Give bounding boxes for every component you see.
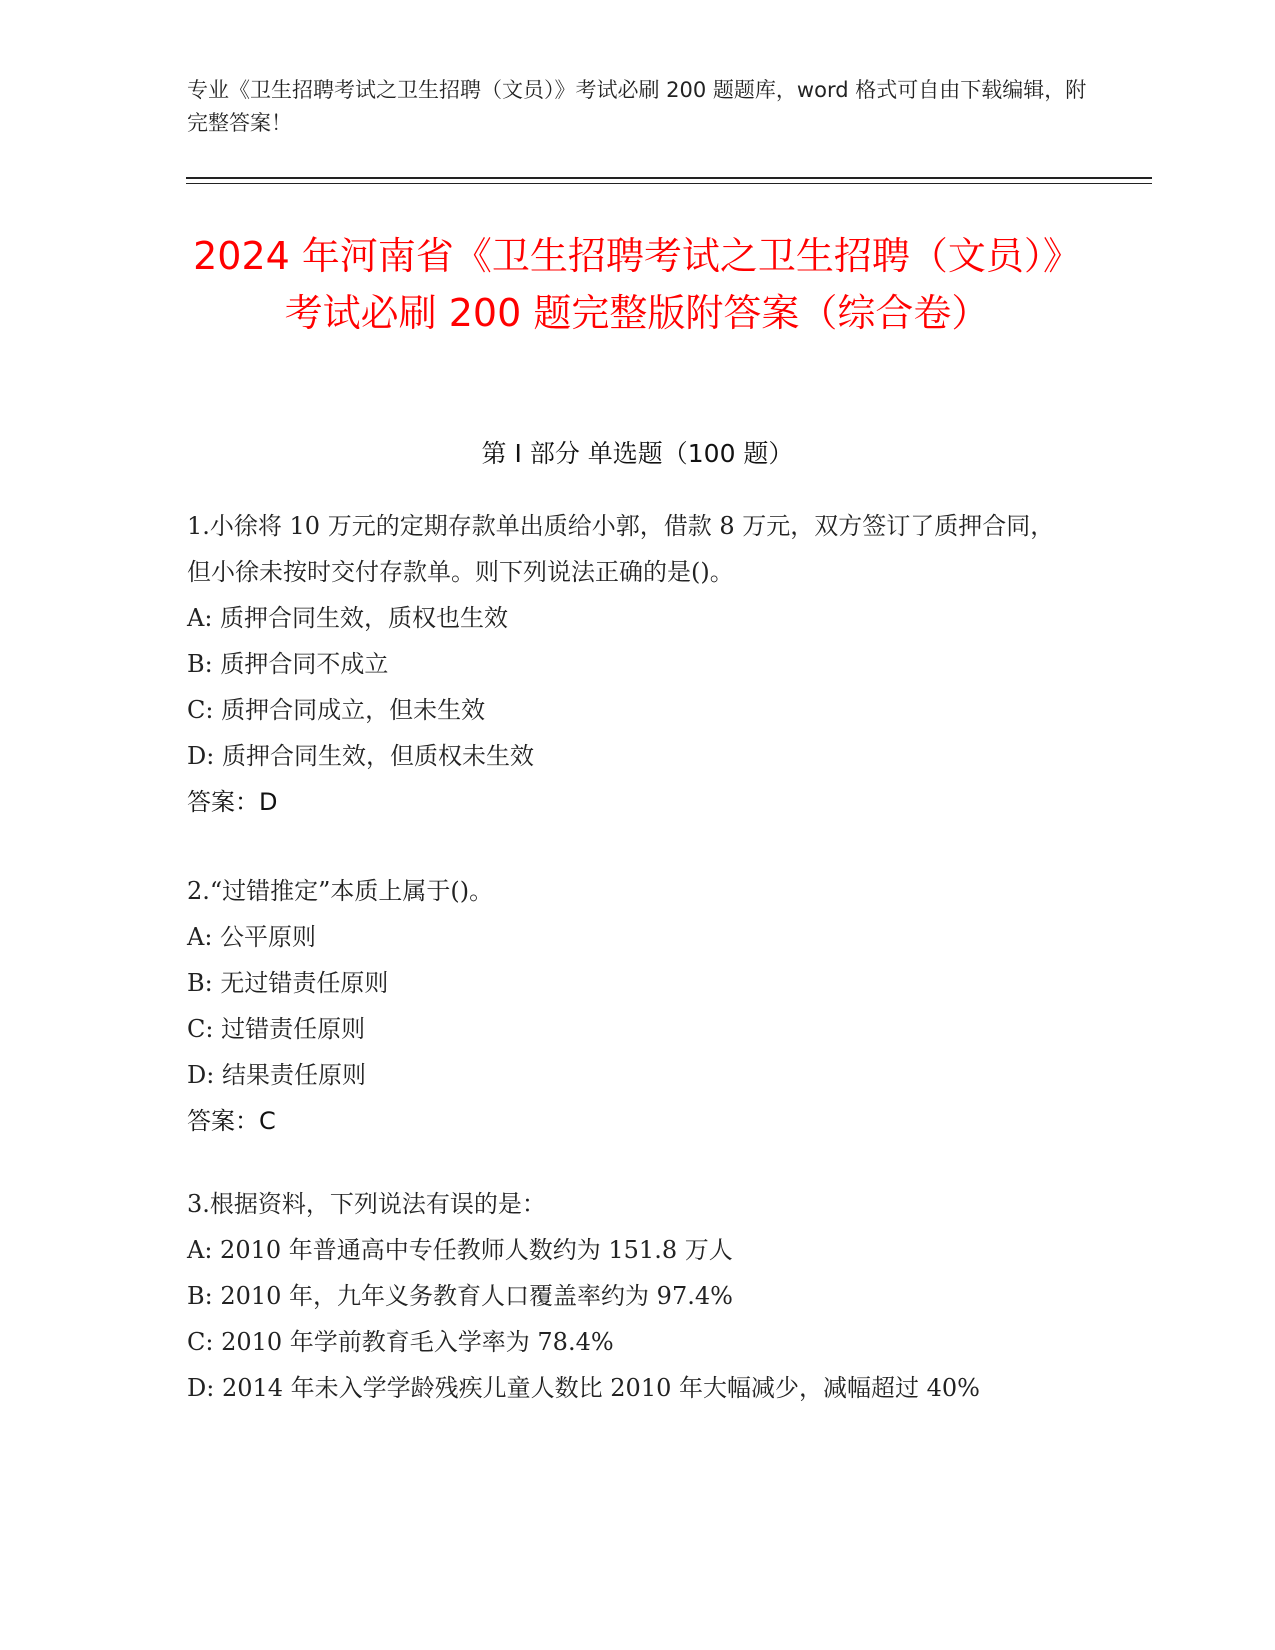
question-2 [187, 868, 1077, 1144]
option-a: A: 2010 年普通高中专任教师人数约为 151.8 万人 [187, 1236, 733, 1264]
question-stem: 3.根据资料，下列说法有误的是： [187, 1190, 546, 1218]
option-c: C: 过错责任原则 [187, 1015, 366, 1043]
option-c: C: 质押合同成立，但未生效 [187, 696, 486, 724]
question-stem: 2.“过错推定”本质上属于()。 [187, 877, 494, 905]
question-stem: 1.小徐将 10 万元的定期存款单出质给小郭，借款 8 万元，双方签订了质押合同，但小徐未按时交付存款单。则下列说法正确的是()。 [187, 512, 1055, 586]
header-divider-thick [186, 177, 1152, 179]
option-d: D: 2014 年未入学学龄残疾儿童人数比 2010 年大幅减少，减幅超过 40% [187, 1374, 980, 1402]
section-heading: 第 I 部分 单选题（100 题） [481, 439, 794, 468]
option-d: D: 质押合同生效，但质权未生效 [187, 742, 534, 770]
option-b: B: 无过错责任原则 [187, 969, 389, 997]
question-1 [187, 503, 1077, 825]
option-b: B: 2010 年，九年义务教育人口覆盖率约为 97.4% [187, 1282, 733, 1310]
question-3 [187, 1181, 1077, 1411]
answer-label: 答案：C [187, 1107, 276, 1135]
option-c: C: 2010 年学前教育毛入学率为 78.4% [187, 1328, 614, 1356]
answer-label: 答案：D [187, 788, 278, 816]
document-title: 2024 年河南省《卫生招聘考试之卫生招聘（文员）》考试必刷 200 题完整版附答案（综合卷） [193, 234, 1081, 335]
header-note: 专业《卫生招聘考试之卫生招聘（文员）》考试必刷 200 题题库，word 格式可自由下载编辑，附完整答案！ [187, 78, 1087, 135]
option-d: D: 结果责任原则 [187, 1061, 366, 1089]
option-a: A: 质押合同生效，质权也生效 [187, 604, 509, 632]
option-b: B: 质押合同不成立 [187, 650, 389, 678]
header-divider-thin [186, 183, 1152, 184]
option-a: A: 公平原则 [187, 923, 317, 951]
